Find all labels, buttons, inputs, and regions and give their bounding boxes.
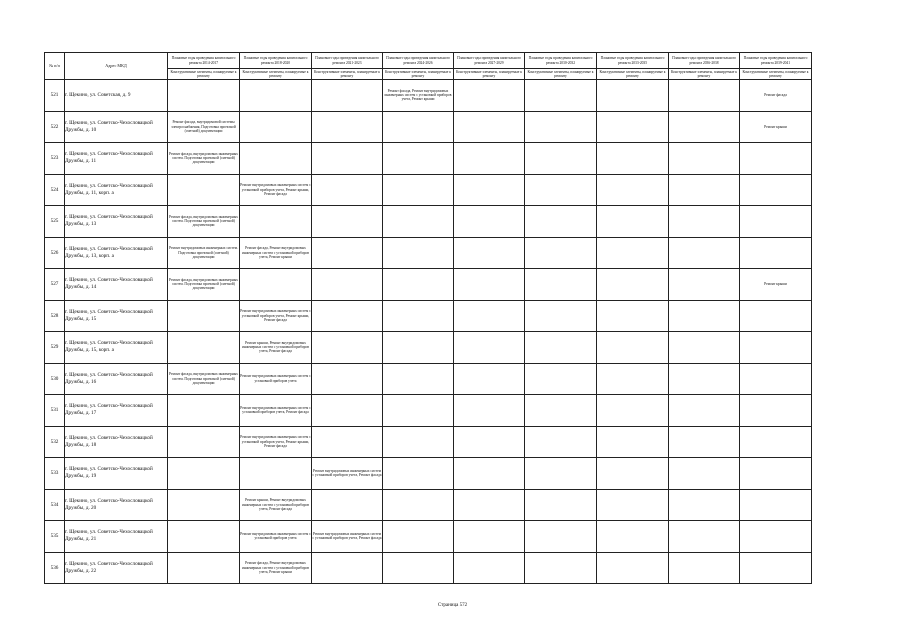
- subheader-elements: Конструктивные элементы, планируемые к ремонту: [597, 69, 669, 80]
- work-cell: [669, 111, 740, 143]
- work-cell: Ремонт внутридомовых инженерных систем с установкой приборов учета: [240, 363, 312, 395]
- work-cell: [597, 426, 669, 458]
- row-address: г. Щекино, ул. Советско-Чехословацкой Дружбы, д. 10: [65, 111, 168, 143]
- work-cell: [454, 300, 525, 332]
- work-cell: [525, 521, 597, 553]
- work-cell: [669, 458, 740, 490]
- row-number: 535: [45, 521, 65, 553]
- work-cell: [597, 143, 669, 175]
- row-number: 526: [45, 237, 65, 269]
- work-cell: [525, 174, 597, 206]
- work-cell: [168, 552, 240, 584]
- work-cell: [525, 143, 597, 175]
- row-address: г. Щекино, ул. Советско-Чехословацкой Дружбы, д. 16: [65, 363, 168, 395]
- work-cell: [740, 300, 812, 332]
- table-header: [45, 53, 812, 80]
- period-header: Плановые годы проведения капитального ремонта 2030-2032: [525, 53, 597, 69]
- work-cell: [240, 80, 312, 112]
- work-cell: Ремонт фасада, Ремонт внутридомовых инженерных систем с установкой приборов учета, Ремонт крыши: [240, 552, 312, 584]
- work-cell: [454, 143, 525, 175]
- work-cell: [312, 332, 383, 364]
- table-row: [45, 426, 812, 458]
- work-cell: [383, 143, 454, 175]
- work-cell: [525, 269, 597, 301]
- row-number: 532: [45, 426, 65, 458]
- work-cell: [454, 458, 525, 490]
- work-cell: [168, 395, 240, 427]
- work-cell: [669, 332, 740, 364]
- work-cell: [383, 426, 454, 458]
- work-cell: [454, 332, 525, 364]
- table-row: [45, 332, 812, 364]
- work-cell: [383, 300, 454, 332]
- work-cell: [383, 174, 454, 206]
- row-number: 536: [45, 552, 65, 584]
- work-cell: [597, 363, 669, 395]
- work-cell: Ремонт фасада, внутридомовых инженерных систем. Подготовка проектной (сметной) документации: [168, 269, 240, 301]
- period-header: Плановые годы проведения капитального ремонта 2024-2026: [383, 53, 454, 69]
- row-number: 530: [45, 363, 65, 395]
- work-cell: [740, 206, 812, 238]
- row-address: г. Щекино, ул. Советско-Чехословацкой Дружбы, д. 19: [65, 458, 168, 490]
- work-cell: [740, 395, 812, 427]
- page-number: Страница 572: [437, 603, 468, 608]
- work-cell: [240, 269, 312, 301]
- table-row: [45, 489, 812, 521]
- work-cell: [240, 111, 312, 143]
- work-cell: [240, 458, 312, 490]
- row-number: 522: [45, 111, 65, 143]
- subheader-elements: Конструктивные элементы, планируемые к ремонту: [312, 69, 383, 80]
- work-cell: [454, 395, 525, 427]
- work-cell: [669, 80, 740, 112]
- work-cell: [597, 521, 669, 553]
- work-cell: Ремонт внутридомовых инженерных систем с установкой приборов учета, Ремонт крыши, Ремонт фасада: [240, 300, 312, 332]
- table-body: [45, 80, 812, 584]
- work-cell: [454, 174, 525, 206]
- work-cell: [312, 143, 383, 175]
- work-cell: [312, 489, 383, 521]
- work-cell: [525, 363, 597, 395]
- work-cell: [383, 332, 454, 364]
- address-column-header: Адрес МКД: [65, 53, 168, 80]
- work-cell: [312, 206, 383, 238]
- row-address: г. Щекино, ул. Советско-Чехословацкой Дружбы, д. 13: [65, 206, 168, 238]
- work-cell: [740, 332, 812, 364]
- work-cell: [669, 489, 740, 521]
- table-row: [45, 237, 812, 269]
- row-address: г. Щекино, ул. Советско-Чехословацкой Дружбы, д. 17: [65, 395, 168, 427]
- work-cell: [669, 363, 740, 395]
- work-cell: [597, 206, 669, 238]
- work-cell: Ремонт фасада, внутридомовых инженерных систем. Подготовка проектной (сметной) документации: [168, 206, 240, 238]
- work-cell: [669, 269, 740, 301]
- work-cell: Ремонт внутридомовых инженерных систем с установкой приборов учета, Ремонт фасада: [312, 521, 383, 553]
- work-cell: Ремонт крыши: [740, 111, 812, 143]
- work-cell: [597, 489, 669, 521]
- work-cell: [669, 174, 740, 206]
- work-cell: [312, 426, 383, 458]
- work-cell: Ремонт фасада, Ремонт внутридомовых инженерных систем с установкой приборов учета, Ремонт крыши: [240, 237, 312, 269]
- work-cell: [168, 521, 240, 553]
- table-row: [45, 458, 812, 490]
- work-cell: [597, 395, 669, 427]
- subheader-elements: Конструктивные элементы, планируемые к ремонту: [383, 69, 454, 80]
- table-row: [45, 80, 812, 112]
- work-cell: [669, 206, 740, 238]
- row-number: 523: [45, 143, 65, 175]
- work-cell: Ремонт внутридомовых инженерных систем с установкой приборов учета: [240, 521, 312, 553]
- period-header: Плановые годы проведения капитального ремонта 2021-2023: [312, 53, 383, 69]
- work-cell: [597, 458, 669, 490]
- row-number: 529: [45, 332, 65, 364]
- work-cell: [168, 426, 240, 458]
- table-row: [45, 269, 812, 301]
- row-address: г. Щекино, ул. Советская, д. 9: [65, 80, 168, 112]
- work-cell: [168, 489, 240, 521]
- table-row: [45, 521, 812, 553]
- period-header: Плановые годы проведения капитального ремонта 2014-2017: [168, 53, 240, 69]
- work-cell: Ремонт крыши: [740, 269, 812, 301]
- work-cell: [740, 426, 812, 458]
- work-cell: [168, 458, 240, 490]
- work-cell: [597, 552, 669, 584]
- row-number: 531: [45, 395, 65, 427]
- table-row: [45, 206, 812, 238]
- period-header: Плановые годы проведения капитального ремонта 2036-2038: [669, 53, 740, 69]
- work-cell: [669, 552, 740, 584]
- row-address: г. Щекино, ул. Советско-Чехословацкой Дружбы, д. 15: [65, 300, 168, 332]
- work-cell: Ремонт крыши, Ремонт внутридомовых инженерных систем с установкой приборов учета, Ремонт фасада: [240, 489, 312, 521]
- work-cell: [383, 269, 454, 301]
- work-cell: [312, 269, 383, 301]
- row-address: г. Щекино, ул. Советско-Чехословацкой Дружбы, д. 22: [65, 552, 168, 584]
- work-cell: [525, 552, 597, 584]
- work-cell: Ремонт внутридомовых инженерных систем с установкой приборов учета, Ремонт фасада: [240, 395, 312, 427]
- work-cell: [597, 174, 669, 206]
- work-cell: [454, 552, 525, 584]
- work-cell: [312, 237, 383, 269]
- work-cell: [383, 111, 454, 143]
- row-address: г. Щекино, ул. Советско-Чехословацкой Дружбы, д. 18: [65, 426, 168, 458]
- work-cell: [740, 552, 812, 584]
- table-row: [45, 111, 812, 143]
- num-column-header: № п/п: [45, 53, 65, 80]
- work-cell: [383, 395, 454, 427]
- work-cell: [525, 458, 597, 490]
- row-number: 525: [45, 206, 65, 238]
- work-cell: [740, 489, 812, 521]
- row-address: г. Щекино, ул. Советско-Чехословацкой Дружбы, д. 13, корп. а: [65, 237, 168, 269]
- repair-schedule-table: [44, 52, 812, 584]
- work-cell: [454, 489, 525, 521]
- work-cell: [597, 300, 669, 332]
- work-cell: [454, 269, 525, 301]
- work-cell: Ремонт фасада, Ремонт внутридомовых инженерных систем с установкой приборов учета, Ремонт крыши: [383, 80, 454, 112]
- work-cell: [312, 300, 383, 332]
- work-cell: [454, 363, 525, 395]
- row-address: г. Щекино, ул. Советско-Чехословацкой Дружбы, д. 21: [65, 521, 168, 553]
- row-address: г. Щекино, ул. Советско-Чехословацкой Дружбы, д. 20: [65, 489, 168, 521]
- work-cell: Ремонт внутридомовых инженерных систем с установкой приборов учета, Ремонт фасада: [312, 458, 383, 490]
- table-row: [45, 174, 812, 206]
- row-number: 521: [45, 80, 65, 112]
- work-cell: [383, 206, 454, 238]
- work-cell: Ремонт внутридомовых инженерных систем с установкой приборов учета, Ремонт крыши, Ремонт фасада: [240, 426, 312, 458]
- work-cell: [525, 395, 597, 427]
- table-row: [45, 363, 812, 395]
- work-cell: [383, 552, 454, 584]
- work-cell: [669, 300, 740, 332]
- row-number: 524: [45, 174, 65, 206]
- work-cell: Ремонт крыши, Ремонт внутридомовых инженерных систем с установкой приборов учета, Ремонт фасада: [240, 332, 312, 364]
- work-cell: [597, 80, 669, 112]
- work-cell: [312, 552, 383, 584]
- work-cell: Ремонт внутридомовых инженерных систем с установкой приборов учета, Ремонт крыши, Ремонт фасада: [240, 174, 312, 206]
- row-number: 528: [45, 300, 65, 332]
- work-cell: [525, 426, 597, 458]
- work-cell: [525, 237, 597, 269]
- work-cell: [240, 143, 312, 175]
- work-cell: [454, 80, 525, 112]
- row-number: 534: [45, 489, 65, 521]
- work-cell: [597, 111, 669, 143]
- work-cell: [168, 80, 240, 112]
- work-cell: [740, 521, 812, 553]
- work-cell: [669, 426, 740, 458]
- work-cell: [383, 521, 454, 553]
- work-cell: Ремонт фасада, внутридомовых инженерных систем. Подготовка проектной (сметной) документации: [168, 143, 240, 175]
- row-address: г. Щекино, ул. Советско-Чехословацкой Дружбы, д. 11: [65, 143, 168, 175]
- work-cell: [597, 237, 669, 269]
- table-row: [45, 395, 812, 427]
- work-cell: [525, 332, 597, 364]
- subheader-elements: Конструктивные элементы, планируемые к ремонту: [168, 69, 240, 80]
- work-cell: [454, 111, 525, 143]
- period-header: Плановые годы проведения капитального ремонта 2027-2029: [454, 53, 525, 69]
- work-cell: [454, 206, 525, 238]
- work-cell: Ремонт фасада: [740, 80, 812, 112]
- work-cell: [597, 269, 669, 301]
- work-cell: [312, 80, 383, 112]
- work-cell: [525, 111, 597, 143]
- work-cell: [383, 363, 454, 395]
- work-cell: [312, 363, 383, 395]
- work-cell: Ремонт фасада, внутридомовых инженерных систем. Подготовка проектной (сметной) документации: [168, 363, 240, 395]
- row-address: г. Щекино, ул. Советско-Чехословацкой Дружбы, д. 11, корп. а: [65, 174, 168, 206]
- work-cell: [669, 395, 740, 427]
- work-cell: [740, 458, 812, 490]
- subheader-elements: Конструктивные элементы, планируемые к ремонту: [740, 69, 812, 80]
- work-cell: [454, 521, 525, 553]
- work-cell: [240, 206, 312, 238]
- work-cell: [525, 206, 597, 238]
- period-header: Плановые годы проведения капитального ремонта 2039-2041: [740, 53, 812, 69]
- work-cell: Ремонт внутридомовых инженерных систем. Подготовка проектной (сметной) документации: [168, 237, 240, 269]
- work-cell: [669, 237, 740, 269]
- work-cell: [383, 458, 454, 490]
- subheader-elements: Конструктивные элементы, планируемые к ремонту: [525, 69, 597, 80]
- work-cell: [740, 143, 812, 175]
- work-cell: [597, 332, 669, 364]
- work-cell: [454, 426, 525, 458]
- work-cell: [383, 489, 454, 521]
- subheader-elements: Конструктивные элементы, планируемые к ремонту: [454, 69, 525, 80]
- table-row: [45, 300, 812, 332]
- table-row: [45, 552, 812, 584]
- work-cell: [312, 111, 383, 143]
- work-cell: [168, 174, 240, 206]
- work-cell: [383, 237, 454, 269]
- work-cell: [312, 395, 383, 427]
- work-cell: [525, 300, 597, 332]
- work-cell: [454, 237, 525, 269]
- work-cell: [168, 332, 240, 364]
- period-header: Плановые годы проведения капитального ремонта 2033-2035: [597, 53, 669, 69]
- work-cell: [525, 489, 597, 521]
- row-address: г. Щекино, ул. Советско-Чехословацкой Дружбы, д. 14: [65, 269, 168, 301]
- period-header: Плановые годы проведения капитального ремонта 2018-2020: [240, 53, 312, 69]
- work-cell: [669, 143, 740, 175]
- work-cell: [740, 174, 812, 206]
- subheader-elements: Конструктивные элементы, планируемые к ремонту: [669, 69, 740, 80]
- work-cell: [525, 80, 597, 112]
- subheader-elements: Конструктивные элементы, планируемые к ремонту: [240, 69, 312, 80]
- work-cell: Ремонт фасада, внутридомовой системы электроснабжения, Подготовка проектной (сметной) документации: [168, 111, 240, 143]
- work-cell: [669, 521, 740, 553]
- work-cell: [312, 174, 383, 206]
- work-cell: [740, 237, 812, 269]
- row-number: 527: [45, 269, 65, 301]
- table-row: [45, 143, 812, 175]
- work-cell: [740, 363, 812, 395]
- row-number: 533: [45, 458, 65, 490]
- row-address: г. Щекино, ул. Советско-Чехословацкой Дружбы, д. 15, корп. а: [65, 332, 168, 364]
- work-cell: [168, 300, 240, 332]
